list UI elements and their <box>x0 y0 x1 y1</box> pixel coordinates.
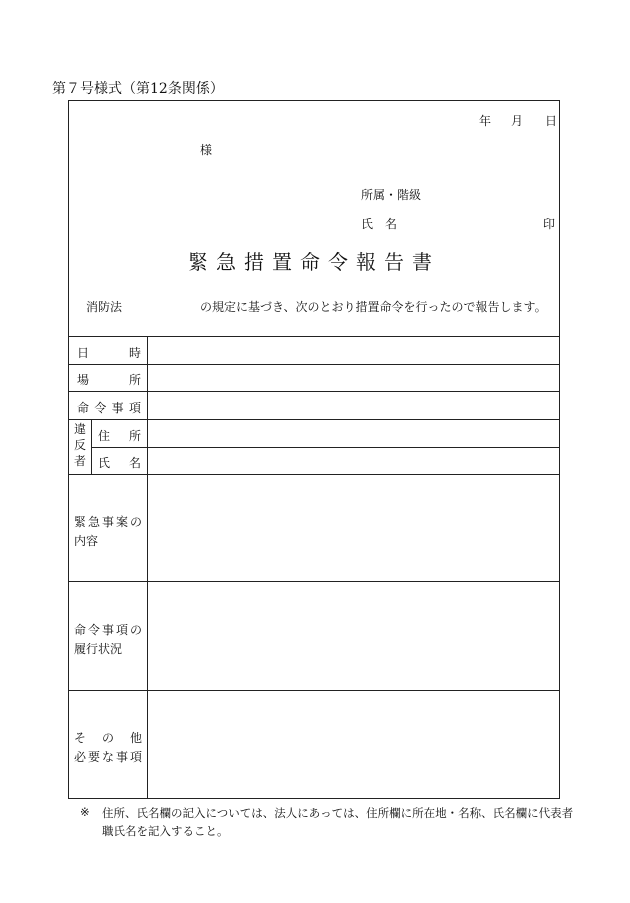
reporter-name-label: 氏 名 <box>361 217 398 231</box>
affiliation-rank-label: 所属・階級 <box>361 188 422 202</box>
place-label: 場 所 <box>77 373 141 387</box>
emergency-details-value-cell[interactable] <box>148 475 559 580</box>
datetime-value-cell[interactable] <box>148 337 559 363</box>
other-matters-label: そ の 他 必 要 な 事 項 <box>74 731 142 764</box>
place-value-cell[interactable] <box>148 365 559 390</box>
date-day-label: 日 <box>545 114 558 128</box>
datetime-label: 日 時 <box>77 346 141 360</box>
report-form <box>68 100 560 799</box>
date-month-label: 月 <box>511 114 524 128</box>
violator-label: 違 反 者 <box>74 422 87 468</box>
addressee-suffix: 様 <box>200 143 213 157</box>
preamble-text: の規定に基づき、次のとおり措置命令を行ったので報告します。 <box>200 300 547 314</box>
order-items-value-cell[interactable] <box>148 392 559 418</box>
law-name: 消防法 <box>86 300 123 314</box>
order-compliance-value-cell[interactable] <box>148 582 559 689</box>
violator-column-divider <box>91 419 92 474</box>
violator-name-label: 氏 名 <box>98 456 141 470</box>
document-title: 緊急措置命令報告書 <box>188 250 440 274</box>
order-compliance-label: 命 令 事 項 の 履行状況 <box>74 623 142 656</box>
emergency-details-label: 緊 急 事 案 の 内容 <box>74 515 142 548</box>
footnote-line-1: 住所、氏名欄の記入については、法人にあっては、住所欄に所在地・名称、氏名欄に代表者 <box>102 806 574 820</box>
violator-address-value-cell[interactable] <box>148 420 559 446</box>
other-matters-value-cell[interactable] <box>148 691 559 798</box>
footnote-line-2: 職氏名を記入すること。 <box>102 824 229 838</box>
seal-mark: 印 <box>543 217 556 231</box>
form-number-label: 第７号様式（第12条関係） <box>52 81 224 97</box>
order-items-label: 命 令 事 項 <box>77 401 141 415</box>
violator-address-label: 住 所 <box>98 429 141 443</box>
date-year-label: 年 <box>479 114 492 128</box>
violator-name-value-cell[interactable] <box>148 448 559 473</box>
footnote-mark: ※ <box>80 805 90 819</box>
